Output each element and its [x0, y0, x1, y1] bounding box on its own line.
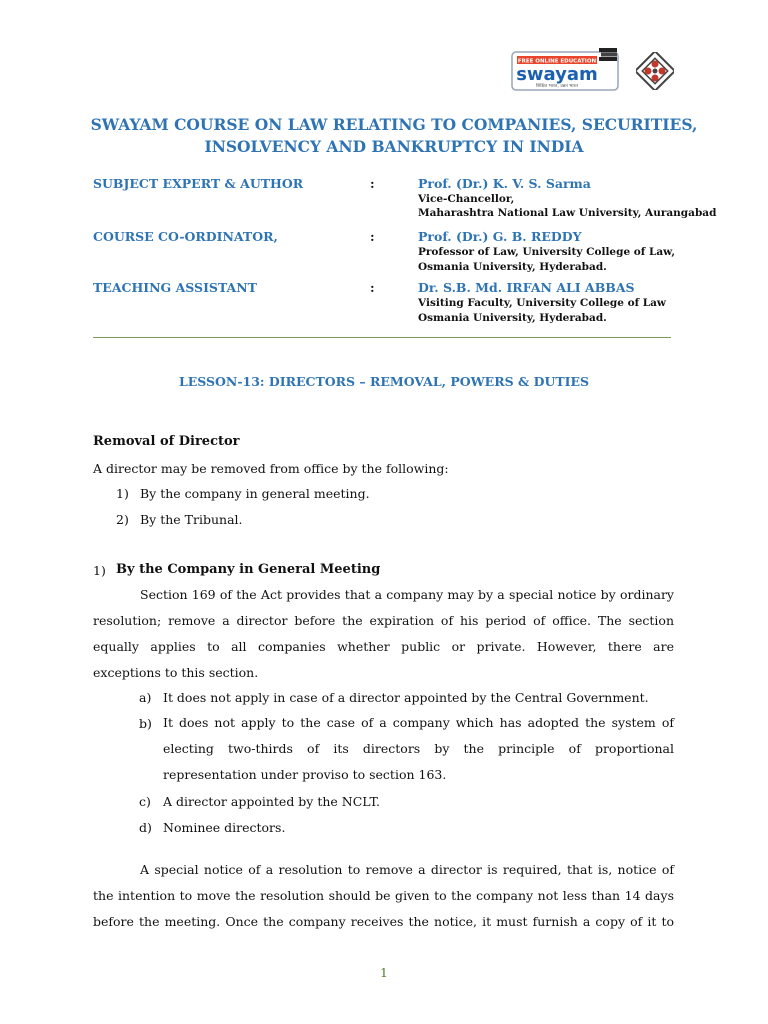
- list-text: By the company in general meeting.: [140, 486, 370, 501]
- list-text: By the Tribunal.: [140, 512, 243, 527]
- paragraph-line: resolution; remove a director before the expiration of his period of office. The section: [93, 613, 674, 628]
- list-text: A director appointed by the NCLT.: [163, 794, 381, 809]
- list-marker: c): [139, 794, 151, 809]
- divider: [93, 337, 671, 338]
- credit-detail: Professor of Law, University College of Law,: [418, 246, 675, 258]
- credit-label: SUBJECT EXPERT & AUTHOR: [93, 176, 304, 191]
- paragraph: [93, 857, 674, 935]
- paragraph-line: before the meeting. Once the company receives the notice, it must furnish a copy of it to: [93, 914, 674, 929]
- credit-label: TEACHING ASSISTANT: [93, 280, 257, 295]
- credit-detail: Maharashtra National Law University, Aurangabad: [418, 207, 717, 219]
- list-text: It does not apply to the case of a company which has adopted the system of: [163, 715, 674, 730]
- list-text: representation under proviso to section 163.: [163, 767, 447, 782]
- section-intro: A director may be removed from office by the following:: [93, 461, 449, 476]
- subsection-heading: By the Company in General Meeting: [116, 562, 381, 577]
- emblem-icon: [636, 52, 674, 90]
- credit-name: Prof. (Dr.) K. V. S. Sarma: [418, 176, 591, 191]
- paragraph-line: equally applies to all companies whether public or private. However, there are: [93, 639, 674, 654]
- list-marker: d): [139, 820, 152, 835]
- list-marker: a): [139, 690, 152, 705]
- credit-colon: :: [370, 280, 375, 295]
- credit-detail: Visiting Faculty, University College of Law: [418, 297, 666, 309]
- paragraph-line: A special notice of a resolution to remove a director is required, that is, notice of: [140, 862, 674, 877]
- credit-colon: :: [370, 229, 375, 244]
- list-text: electing two-thirds of its directors by the principle of proportional: [163, 741, 674, 756]
- list-marker: 1): [116, 486, 129, 501]
- credit-detail: Osmania University, Hyderabad.: [418, 312, 607, 324]
- paragraph-line: Section 169 of the Act provides that a company may by a special notice by ordinary: [140, 587, 674, 602]
- list-marker: 2): [116, 512, 129, 527]
- svg-text:शिक्षित भारत, उन्नत भारत: शिक्षित भारत, उन्नत भारत: [536, 84, 578, 89]
- subsection-marker: 1): [93, 563, 106, 578]
- paragraph: [93, 582, 674, 686]
- section-heading: Removal of Director: [93, 434, 240, 449]
- svg-text:FREE ONLINE EDUCATION: FREE ONLINE EDUCATION: [517, 58, 597, 65]
- paragraph-line: the intention to move the resolution should be given to the company not less than 14 days: [93, 888, 674, 903]
- credit-label: COURSE CO-ORDINATOR,: [93, 229, 278, 244]
- svg-text:swayam: swayam: [516, 64, 598, 85]
- list-marker: b): [139, 716, 152, 731]
- page-number: 1: [380, 966, 388, 980]
- credit-name: Dr. S.B. Md. IRFAN ALI ABBAS: [418, 280, 635, 295]
- credit-colon: :: [370, 176, 375, 191]
- credit-name: Prof. (Dr.) G. B. REDDY: [418, 229, 582, 244]
- credit-detail: Vice-Chancellor,: [418, 193, 515, 205]
- paragraph-line: exceptions to this section.: [93, 665, 259, 680]
- course-title-line1: SWAYAM COURSE ON LAW RELATING TO COMPANIES, SECURITIES,: [90, 115, 698, 134]
- swayam-logo: [511, 46, 623, 94]
- course-title: [60, 114, 728, 158]
- list-text: It does not apply in case of a director appointed by the Central Government.: [163, 690, 649, 705]
- list-text: Nominee directors.: [163, 820, 286, 835]
- lesson-title: LESSON-13: DIRECTORS – REMOVAL, POWERS & DUTIES: [178, 374, 590, 389]
- course-title-line2: INSOLVENCY AND BANKRUPTCY IN INDIA: [204, 137, 584, 156]
- credit-detail: Osmania University, Hyderabad.: [418, 261, 607, 273]
